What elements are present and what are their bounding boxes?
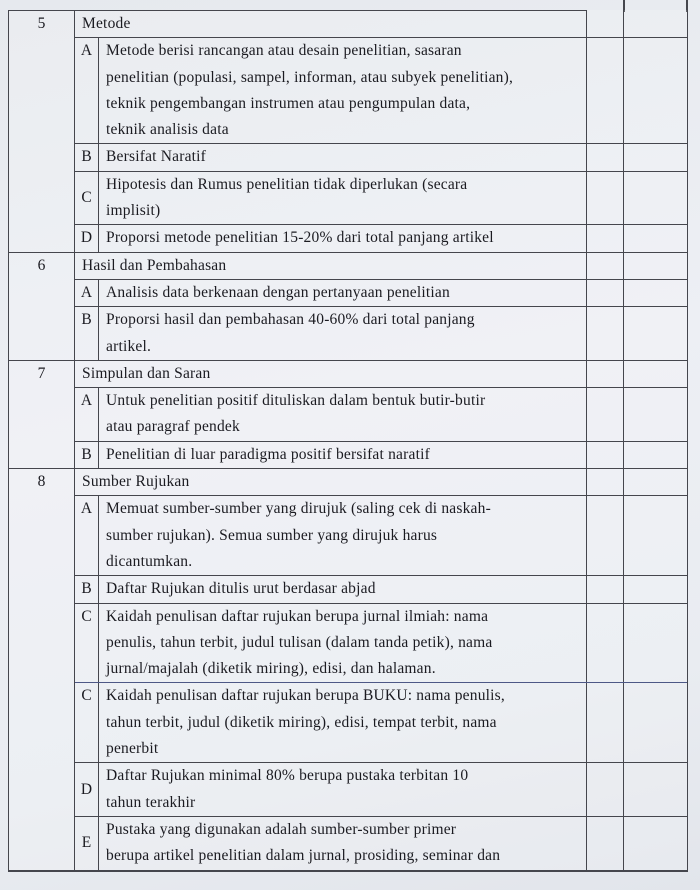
- item-description: [99, 604, 586, 683]
- section-title: Sumber Rujukan: [82, 473, 190, 491]
- item-letter: D: [75, 225, 99, 251]
- score-cell-1: [586, 361, 623, 387]
- score-cell-1: [586, 144, 623, 170]
- item-row: [75, 37, 687, 143]
- item-description: [99, 307, 586, 360]
- item-description: [99, 144, 586, 170]
- item-text-line: penelitian (populasi, sampel, informan, atau subyek penelitian),: [106, 68, 514, 86]
- item-description: [99, 442, 586, 468]
- section-body: [75, 361, 687, 468]
- item-description: [99, 763, 586, 816]
- score-cell-1: [586, 172, 623, 225]
- section-title: Hasil dan Pembahasan: [82, 256, 227, 274]
- item-letter: B: [75, 144, 99, 170]
- score-cell-2: [623, 10, 687, 37]
- item-text-line: Proporsi metode penelitian 15-20% dari total panjang artikel: [106, 229, 494, 247]
- section-title-row: [75, 361, 687, 387]
- score-cell-1: [586, 604, 623, 683]
- item-letter: A: [75, 496, 99, 575]
- item-row: [75, 143, 687, 170]
- score-cell-2: [623, 172, 687, 225]
- section-number: 8: [9, 469, 75, 869]
- item-text-line: tahun terbit, judul (diketik miring), edisi, tempat terbit, nama: [106, 713, 497, 731]
- item-row: [75, 762, 687, 816]
- item-description: [99, 280, 586, 306]
- item-description: [99, 225, 586, 251]
- score-cell-2: [623, 388, 687, 441]
- section-number: 7: [9, 361, 75, 468]
- section-title-row: [75, 10, 687, 37]
- item-letter: B: [75, 442, 99, 468]
- score-cell-2: [623, 307, 687, 360]
- section-number: 6: [9, 253, 75, 360]
- section-title-row: [75, 469, 687, 495]
- item-text-line: implisit): [106, 202, 161, 220]
- item-description: [99, 172, 586, 225]
- item-letter: C: [75, 604, 99, 683]
- item-text-line: sumber rujukan). Semua sumber yang dirujuk harus: [106, 526, 438, 544]
- item-row: [75, 816, 687, 870]
- item-text-line: Analisis data berkenaan dengan pertanyaan penelitian: [106, 283, 450, 301]
- item-description: [99, 683, 586, 762]
- item-text-line: penerbit: [106, 740, 159, 758]
- item-row: [75, 603, 687, 683]
- item-text-line: teknik analisis data: [106, 121, 229, 139]
- score-cell-2: [623, 817, 687, 870]
- score-cell-2: [623, 576, 687, 602]
- item-text-line: Proporsi hasil dan pembahasan 40-60% dari total panjang: [106, 311, 475, 329]
- rubric-section: [9, 10, 687, 252]
- item-letter: B: [75, 307, 99, 360]
- item-row: [75, 441, 687, 468]
- score-cell-2: [623, 496, 687, 575]
- score-cell-2: [623, 604, 687, 683]
- item-text-line: Memuat sumber-sumber yang dirujuk (saling cek di naskah-: [106, 500, 491, 518]
- item-letter: C: [75, 683, 99, 762]
- score-cell-2: [623, 469, 687, 495]
- item-letter: D: [75, 763, 99, 816]
- score-cell-1: [586, 683, 623, 762]
- score-cell-2: [623, 253, 687, 279]
- section-title: Simpulan dan Saran: [82, 364, 211, 382]
- item-description: [99, 388, 586, 441]
- item-description: [99, 496, 586, 575]
- item-text-line: teknik pengembangan instrumen atau pengumpulan data,: [106, 94, 471, 112]
- section-number: 5: [9, 10, 75, 252]
- item-letter: B: [75, 576, 99, 602]
- item-text-line: Daftar Rujukan ditulis urut berdasar abjad: [106, 580, 376, 598]
- score-cell-2: [623, 683, 687, 762]
- item-row: [75, 171, 687, 225]
- item-text-line: penulis, tahun terbit, judul tulisan (dalam tanda petik), nama: [106, 633, 493, 651]
- rubric-section: [9, 468, 687, 869]
- score-cell-1: [586, 496, 623, 575]
- item-text-line: jurnal/majalah (diketik miring), edisi, dan halaman.: [106, 660, 436, 678]
- score-cell-2: [623, 763, 687, 816]
- score-cell-1: [586, 388, 623, 441]
- item-letter: A: [75, 280, 99, 306]
- item-text-line: Kaidah penulisan daftar rujukan berupa BUKU: nama penulis,: [106, 687, 505, 705]
- score-cell-2: [623, 442, 687, 468]
- score-cell-1: [586, 576, 623, 602]
- item-text-line: artikel.: [106, 337, 152, 355]
- item-text-line: Kaidah penulisan daftar rujukan berupa jurnal ilmiah: nama: [106, 607, 489, 625]
- item-letter: C: [75, 172, 99, 225]
- rubric-section: [9, 252, 687, 360]
- item-text-line: tahun terakhir: [106, 793, 196, 811]
- section-body: [75, 10, 687, 252]
- score-cell-1: [586, 307, 623, 360]
- section-body: [75, 253, 687, 360]
- evaluation-rubric-table: [8, 10, 688, 872]
- section-body: [75, 469, 687, 869]
- item-letter: A: [75, 388, 99, 441]
- score-cell-2: [623, 225, 687, 251]
- score-cell-2: [623, 38, 687, 143]
- item-description: [99, 817, 586, 870]
- item-row: [75, 279, 687, 306]
- score-cell-1: [586, 253, 623, 279]
- score-cell-1: [586, 225, 623, 251]
- item-description: [99, 38, 586, 143]
- item-text-line: Penelitian di luar paradigma positif bersifat naratif: [106, 445, 430, 463]
- item-row: [75, 682, 687, 762]
- score-cell-2: [623, 361, 687, 387]
- item-description: [99, 576, 586, 602]
- score-cell-1: [586, 469, 623, 495]
- score-cell-1: [586, 817, 623, 870]
- score-cell-2: [623, 144, 687, 170]
- item-text-line: Untuk penelitian positif dituliskan dalam bentuk butir-butir: [106, 392, 486, 410]
- section-title: Metode: [75, 10, 586, 37]
- item-text-line: Daftar Rujukan minimal 80% berupa pustaka terbitan 10: [106, 767, 469, 785]
- item-letter: A: [75, 38, 99, 143]
- rubric-section: [9, 360, 687, 468]
- score-cell-1: [586, 763, 623, 816]
- item-text-line: Pustaka yang digunakan adalah sumber-sumber primer: [106, 820, 457, 838]
- item-text-line: berupa artikel penelitian dalam jurnal, prosiding, seminar dan: [106, 847, 501, 865]
- item-text-line: Hipotesis dan Rumus penelitian tidak diperlukan (secara: [106, 175, 468, 193]
- item-row: [75, 387, 687, 441]
- item-text-line: atau paragraf pendek: [106, 418, 240, 436]
- item-row: [75, 495, 687, 575]
- score-cell-1: [586, 10, 623, 37]
- item-text-line: Bersifat Naratif: [106, 148, 207, 166]
- score-cell-1: [586, 38, 623, 143]
- item-row: [75, 224, 687, 251]
- item-text-line: Metode berisi rancangan atau desain penelitian, sasaran: [106, 42, 462, 60]
- item-letter: E: [75, 817, 99, 870]
- score-cell-1: [586, 442, 623, 468]
- section-title-row: [75, 253, 687, 279]
- score-cell-2: [623, 280, 687, 306]
- score-cell-1: [586, 280, 623, 306]
- item-row: [75, 575, 687, 602]
- item-text-line: dicantumkan.: [106, 552, 193, 570]
- item-row: [75, 306, 687, 360]
